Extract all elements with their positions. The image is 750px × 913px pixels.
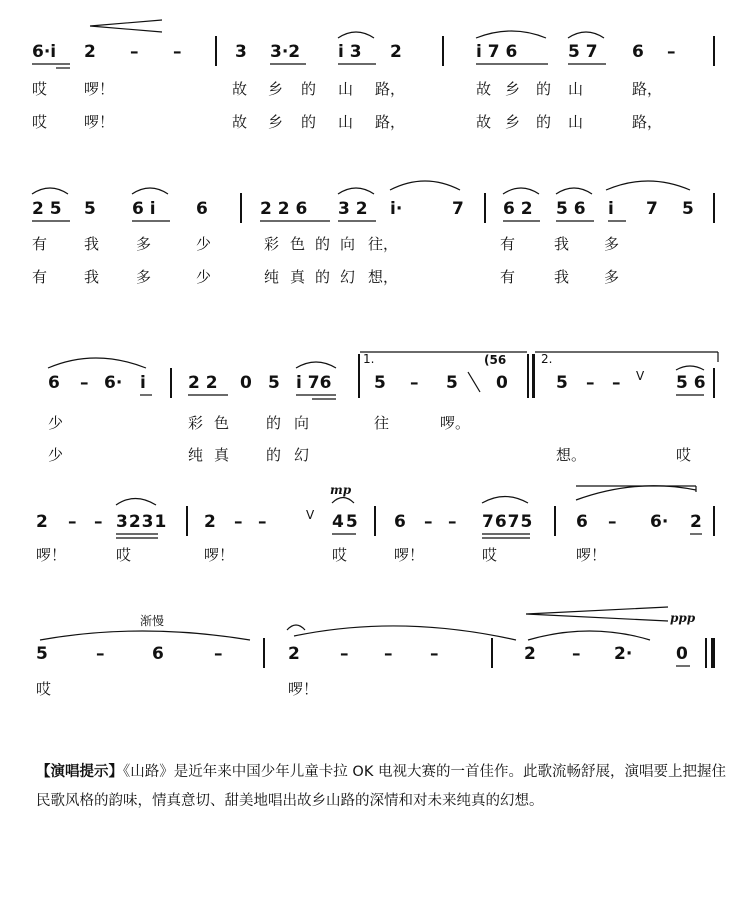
- lyric: 路，: [632, 113, 663, 131]
- note: 3: [235, 42, 247, 62]
- lyric: 有: [32, 235, 48, 253]
- note: i 76: [296, 373, 332, 393]
- lyric: 哎: [36, 680, 52, 698]
- volta-2-label: 2.: [541, 352, 553, 366]
- note: –: [173, 42, 182, 62]
- lyric: 乡: [505, 80, 521, 98]
- lyric: 哎: [32, 113, 48, 131]
- note: i: [140, 373, 146, 393]
- lyric: 啰！: [288, 680, 319, 698]
- note: –: [667, 42, 676, 62]
- note: 2: [690, 512, 702, 532]
- note: –: [214, 644, 223, 664]
- note: –: [448, 512, 457, 532]
- breath-mark: V: [636, 369, 645, 383]
- lyric: 少: [48, 446, 64, 464]
- note: 6 i: [132, 199, 156, 219]
- note: 3·2: [270, 42, 301, 62]
- tips-label: 【演唱提示】: [36, 764, 124, 780]
- lyric: 想。: [556, 446, 587, 464]
- lyric: 山: [338, 113, 354, 131]
- note: 5: [84, 199, 96, 219]
- note: 6: [196, 199, 208, 219]
- note: 2: [204, 512, 216, 532]
- performance-tips: [36, 758, 726, 816]
- lyric: 路，: [375, 80, 406, 98]
- lyric: 啰！: [204, 546, 235, 564]
- lyric: 故: [476, 113, 492, 131]
- note: i 3: [338, 42, 362, 62]
- note: –: [424, 512, 433, 532]
- note: 0: [496, 373, 508, 393]
- lyric: 故: [476, 80, 492, 98]
- lyric: 故: [232, 80, 248, 98]
- note: 5: [268, 373, 280, 393]
- lyric: 幻: [340, 268, 356, 286]
- note: 2: [390, 42, 402, 62]
- lyric: 的: [266, 414, 282, 432]
- note: 5: [682, 199, 694, 219]
- lyric: 的: [315, 235, 331, 253]
- lyric: 彩: [264, 235, 280, 253]
- note: –: [612, 373, 621, 393]
- note: i·: [390, 199, 403, 219]
- lyric: 多: [604, 268, 620, 286]
- lyric: 纯: [264, 268, 280, 286]
- note: 0: [240, 373, 252, 393]
- lyric: 我: [554, 235, 570, 253]
- note: 5: [36, 644, 48, 664]
- note: –: [130, 42, 139, 62]
- note: 5 6: [556, 199, 586, 219]
- note: –: [258, 512, 267, 532]
- note: –: [80, 373, 89, 393]
- note: 2: [84, 42, 96, 62]
- lyric: 少: [196, 235, 212, 253]
- lyric: 哎: [482, 546, 498, 564]
- lyric: 山: [568, 80, 584, 98]
- note: i 7 6: [476, 42, 518, 62]
- note: –: [430, 644, 439, 664]
- note: 7: [646, 199, 658, 219]
- lyric: 山: [568, 113, 584, 131]
- note: 3231: [116, 512, 168, 532]
- lyric: 的: [315, 268, 331, 286]
- note: 2·: [614, 644, 633, 664]
- lyric: 的: [301, 80, 317, 98]
- lyric: 啰！: [394, 546, 425, 564]
- note: 6·: [104, 373, 123, 393]
- lyric: 路，: [632, 80, 663, 98]
- note: 5: [556, 373, 568, 393]
- lyric: 真: [290, 268, 306, 286]
- lyric: 想，: [368, 268, 399, 286]
- lyric: 往: [374, 414, 390, 432]
- note: 6: [152, 644, 164, 664]
- lyric: 色: [290, 235, 306, 253]
- note: 5: [374, 373, 386, 393]
- note: 6 2: [503, 199, 533, 219]
- lyric: 哎: [32, 80, 48, 98]
- tempo-mark: 渐慢: [140, 614, 165, 628]
- lyric: 山: [338, 80, 354, 98]
- lyric: 乡: [268, 113, 284, 131]
- lyric: 的: [536, 80, 552, 98]
- note: 5 6: [676, 373, 706, 393]
- lyric: 的: [536, 113, 552, 131]
- lyric: 往，: [368, 235, 399, 253]
- lyric: 纯: [188, 446, 204, 464]
- note: 6·: [650, 512, 669, 532]
- note: 0: [676, 644, 688, 664]
- note: 2 2 6: [260, 199, 308, 219]
- note: i: [608, 199, 614, 219]
- note: 2: [524, 644, 536, 664]
- note: –: [94, 512, 103, 532]
- note: 5 7: [568, 42, 598, 62]
- note: –: [96, 644, 105, 664]
- lyric: 少: [196, 268, 212, 286]
- note: 7675: [482, 512, 534, 532]
- note: –: [410, 373, 419, 393]
- tips-text: 《山路》是近年来中国少年儿童卡拉 OK 电视大赛的一首佳作。此歌流畅舒展，演唱要上把握住民歌风格的韵味，情真意切、甜美地唱出故乡山路的深情和对未来纯真的幻想。: [36, 764, 726, 809]
- volta-1-label: 1.: [363, 352, 375, 366]
- note: 6: [576, 512, 588, 532]
- note: 45: [332, 512, 360, 532]
- lyric: 哎: [116, 546, 132, 564]
- lyric: 色: [214, 414, 230, 432]
- lyric: 啰！: [84, 113, 115, 131]
- lyric: 有: [32, 268, 48, 286]
- note: 6: [632, 42, 644, 62]
- lyric: 有: [500, 268, 516, 286]
- lyric: 我: [554, 268, 570, 286]
- lyric: 我: [84, 268, 100, 286]
- note: 2 2: [188, 373, 218, 393]
- note: 6: [394, 512, 406, 532]
- dynamic-mark: mp: [330, 483, 352, 497]
- breath-mark: V: [306, 508, 315, 522]
- dynamic-mark: ppp: [670, 611, 696, 625]
- lyric: 乡: [268, 80, 284, 98]
- note: 2: [288, 644, 300, 664]
- note: 2: [36, 512, 48, 532]
- lyric: 故: [232, 113, 248, 131]
- cue-notes: (56: [484, 353, 507, 367]
- note: 5: [446, 373, 458, 393]
- note: 7: [452, 199, 464, 219]
- lyric: 多: [136, 268, 152, 286]
- lyric: 乡: [505, 113, 521, 131]
- lyric: 少: [48, 414, 64, 432]
- lyric: 的: [266, 446, 282, 464]
- note: 2 5: [32, 199, 62, 219]
- note: –: [234, 512, 243, 532]
- note: –: [340, 644, 349, 664]
- note: 6·i: [32, 42, 57, 62]
- lyric: 路，: [375, 113, 406, 131]
- note: –: [68, 512, 77, 532]
- lyric: 向: [294, 414, 310, 432]
- lyric: 啰！: [576, 546, 607, 564]
- note: 3 2: [338, 199, 368, 219]
- note: 6: [48, 373, 60, 393]
- lyric: 哎: [676, 446, 692, 464]
- lyric: 幻: [294, 446, 310, 464]
- lyric: 有: [500, 235, 516, 253]
- note: –: [608, 512, 617, 532]
- lyric: 我: [84, 235, 100, 253]
- note: –: [572, 644, 581, 664]
- note: –: [586, 373, 595, 393]
- lyric: 多: [604, 235, 620, 253]
- lyric: 向: [340, 235, 356, 253]
- lyric: 彩: [188, 414, 204, 432]
- lyric: 哎: [332, 546, 348, 564]
- note: –: [384, 644, 393, 664]
- lyric: 的: [301, 113, 317, 131]
- lyric: 啰。: [440, 414, 471, 432]
- lyric: 啰！: [84, 80, 115, 98]
- lyric: 真: [214, 446, 230, 464]
- lyric: 啰！: [36, 546, 67, 564]
- lyric: 多: [136, 235, 152, 253]
